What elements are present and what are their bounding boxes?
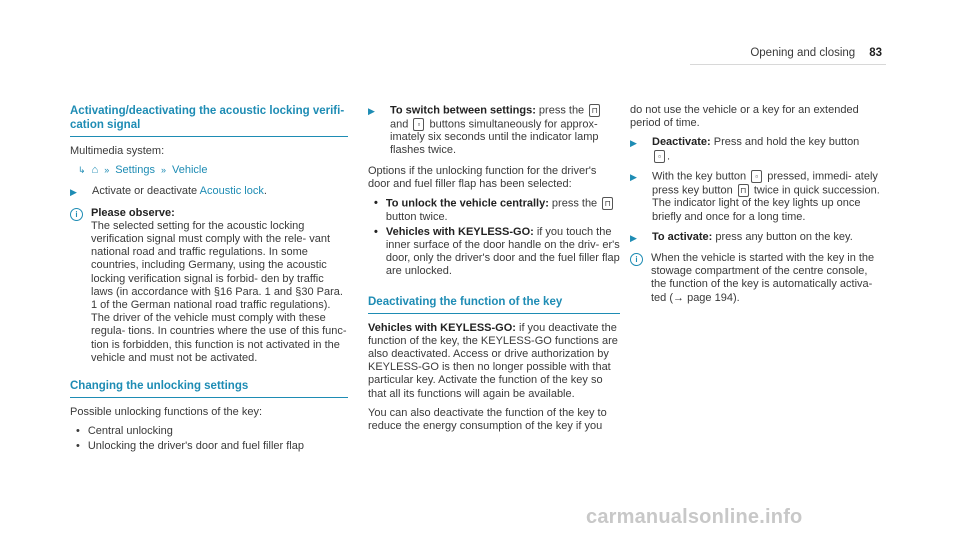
heading-unlocking: Changing the unlocking settings <box>70 379 348 398</box>
step-with-key <box>630 170 885 224</box>
info-icon: i <box>630 253 643 266</box>
path-settings: Settings <box>115 164 155 177</box>
list-item-text: Unlocking the driver's door and fuel filler flap <box>87 440 304 453</box>
list-title: To unlock the vehicle centrally: <box>385 197 549 210</box>
lock-key-icon: ▫ <box>751 170 762 183</box>
unlock-key-icon: ⊓ <box>738 184 749 197</box>
column-left <box>70 104 348 456</box>
double-chevron-icon: » <box>160 165 166 176</box>
heading-acoustic-lock: Activating/deactivating the acoustic locking verifi- cation signal <box>70 104 348 137</box>
note-text: When the vehicle is started with the key in the stowage compartment of the centre console, the function of the key is automatically activa- ted ( <box>651 252 875 304</box>
step-title: To switch between settings: <box>390 104 536 117</box>
path-arrow-icon: ↳ <box>78 165 86 176</box>
info-icon: i <box>70 208 83 221</box>
column-middle <box>368 104 620 439</box>
step-text: Press and hold the key button <box>710 136 860 149</box>
step-activate-key <box>630 231 885 245</box>
bullet-icon: • <box>76 440 80 453</box>
continued-text: do not use the vehicle or a key for an extended period of time. <box>630 104 859 130</box>
step-title: To activate: <box>652 230 713 243</box>
possible-functions: Possible unlocking functions of the key: <box>70 406 263 419</box>
page-ref-arrow-icon: → <box>673 291 685 304</box>
step-deactivate <box>630 136 885 163</box>
step-text: twice in quick succession. <box>750 184 880 197</box>
path-vehicle: Vehicle <box>171 164 208 177</box>
bullet-icon: • <box>374 225 378 238</box>
section-title: Opening and closing <box>750 47 856 59</box>
multimedia-label: Multimedia system: <box>70 145 165 157</box>
note-observe <box>70 207 348 365</box>
step-text: With the key button <box>652 170 750 183</box>
watermark: carmanualsonline.info <box>586 506 803 528</box>
step-arrow-icon: ▶ <box>70 187 77 198</box>
note-title: Please observe: <box>91 206 175 219</box>
lock-key-icon: ▫ <box>413 118 424 131</box>
page-header <box>750 47 882 59</box>
step-text: The indicator light of the key lights up once briefly and once for a long time. <box>652 197 861 223</box>
page-number: 83 <box>869 47 882 59</box>
step-arrow-icon: ▶ <box>368 106 375 116</box>
step-text-end: . <box>263 185 267 198</box>
header-rule <box>690 64 886 65</box>
column-right <box>630 104 885 311</box>
double-chevron-icon: » <box>104 165 110 176</box>
bullet-icon: • <box>76 425 80 438</box>
step-arrow-icon: ▶ <box>630 138 637 149</box>
list-item <box>76 425 348 438</box>
list-item-text: Central unlocking <box>87 425 173 438</box>
energy-paragraph: You can also deactivate the function of the key to reduce the energy consumption of the key if you <box>368 406 607 433</box>
keyless-paragraph <box>368 322 620 401</box>
step-text: press the <box>535 104 588 117</box>
step-switch <box>368 104 620 158</box>
unlock-key-icon: ⊓ <box>589 104 600 117</box>
heading-deactivating: Deactivating the function of the key <box>368 295 620 314</box>
home-icon: ⌂ <box>91 164 99 177</box>
acoustic-lock-link: Acoustic lock <box>199 185 264 198</box>
unlock-key-icon: ⊓ <box>602 197 613 210</box>
step-title: Deactivate: <box>652 136 711 149</box>
options-text: Options if the unlocking function for the driver's door and fuel filler flap has been selected: <box>368 164 597 190</box>
list-item <box>374 197 620 224</box>
bullet-icon: • <box>374 197 378 210</box>
step-text: press any button on the key. <box>712 230 853 243</box>
list-text: button twice. <box>385 210 448 223</box>
step-text-end: . <box>667 150 671 163</box>
note-text: page 194). <box>684 291 740 304</box>
menu-path <box>78 164 348 177</box>
paragraph-text: if you deactivate the function of the key, the KEYLESS-GO functions are also deactivated. Access or drive authorization by KEYLESS-GO is then no longer possible with that particular key. Activate the function of the key so that all its functions will again be available. <box>368 321 618 400</box>
list-item <box>76 440 348 453</box>
note-started <box>630 252 885 305</box>
step-text: and <box>390 118 412 131</box>
step-text: Activate or deactivate <box>92 185 200 198</box>
list-title: Vehicles with KEYLESS-GO: <box>385 225 534 238</box>
lock-key-icon: ▫ <box>654 150 665 163</box>
step-activate <box>70 185 348 199</box>
step-arrow-icon: ▶ <box>630 172 637 183</box>
step-text: pressed, immedi- ately press key button <box>652 170 878 197</box>
paragraph-title: Vehicles with KEYLESS-GO: <box>368 321 516 334</box>
step-text: buttons simultaneously for approx- imately six seconds until the indicator lamp flashes twice. <box>390 118 599 157</box>
list-text: press the <box>548 197 601 210</box>
step-arrow-icon: ▶ <box>630 232 637 243</box>
list-item <box>374 226 620 279</box>
note-body: The selected setting for the acoustic locking verification signal must comply with the rele- vant national road and traffic regulations. In some countries, including Germany, using the acoustic locking verification signal is forbid- den by traffic laws (in accordance with §16 Para. 1 and §30 Para. 1 of the German national road traffic regulations). The driver of the vehicle must comply with these regula- tions. In countries where the use of this func- tion is forbidden, this function is not activated in the vehicle and must not be activated. <box>91 219 347 364</box>
list-text: if you touch the inner surface of the door handle on the driv- er's door, only the driver's door and the fuel filler flap are unlocked. <box>385 225 620 278</box>
